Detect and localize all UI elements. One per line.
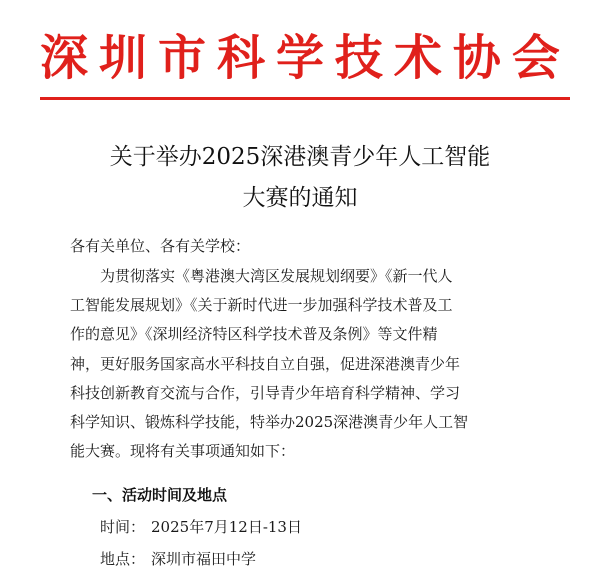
- event-place-label: 地点：: [100, 550, 146, 568]
- body-paragraph-line: 工智能发展规划》《关于新时代进一步加强科学技术普及工: [70, 296, 453, 314]
- body-paragraph-line: 科学知识、锻炼科学技能，特举办2025深港澳青少年人工智: [70, 413, 469, 431]
- salutation: 各有关单位、各有关学校：: [70, 237, 251, 255]
- org-header-char: 科: [216, 30, 265, 86]
- org-header: [40, 28, 560, 88]
- org-header-char: 会: [511, 30, 560, 86]
- org-header-char: 协: [452, 30, 501, 86]
- event-time: [100, 517, 302, 538]
- body-paragraph-line: 作的意见》《深圳经济特区科学技术普及条例》等文件精: [70, 325, 438, 343]
- org-header-char: 深: [40, 30, 89, 86]
- body-paragraph-line: 为贯彻落实《粤港澳大湾区发展规划纲要》《新一代人: [70, 267, 453, 285]
- event-place-value: 深圳市福田中学: [151, 550, 257, 568]
- org-header-char: 技: [334, 30, 383, 86]
- document-title-line-2: 大赛的通知: [242, 185, 358, 211]
- body-paragraph-line: 神，更好服务国家高水平科技自立自强，促进深港澳青少年: [70, 355, 461, 373]
- section-heading: 一、活动时间及地点: [92, 486, 228, 504]
- event-place: [100, 549, 256, 570]
- header-divider: [40, 97, 570, 100]
- org-header-char: 术: [393, 30, 442, 86]
- org-header-char: 圳: [98, 30, 147, 86]
- org-header-char: 学: [275, 30, 324, 86]
- event-time-label: 时间：: [100, 518, 146, 536]
- org-header-char: 市: [157, 30, 206, 86]
- body-paragraph-line: 能大赛。现将有关事项通知如下：: [70, 442, 296, 460]
- event-time-value: 2025年7月12日-13日: [151, 518, 302, 536]
- body-paragraph-line: 科技创新教育交流与合作，引导青少年培育科学精神、学习: [70, 384, 461, 402]
- document-title-line-1: 关于举办2025深港澳青少年人工智能: [109, 144, 491, 170]
